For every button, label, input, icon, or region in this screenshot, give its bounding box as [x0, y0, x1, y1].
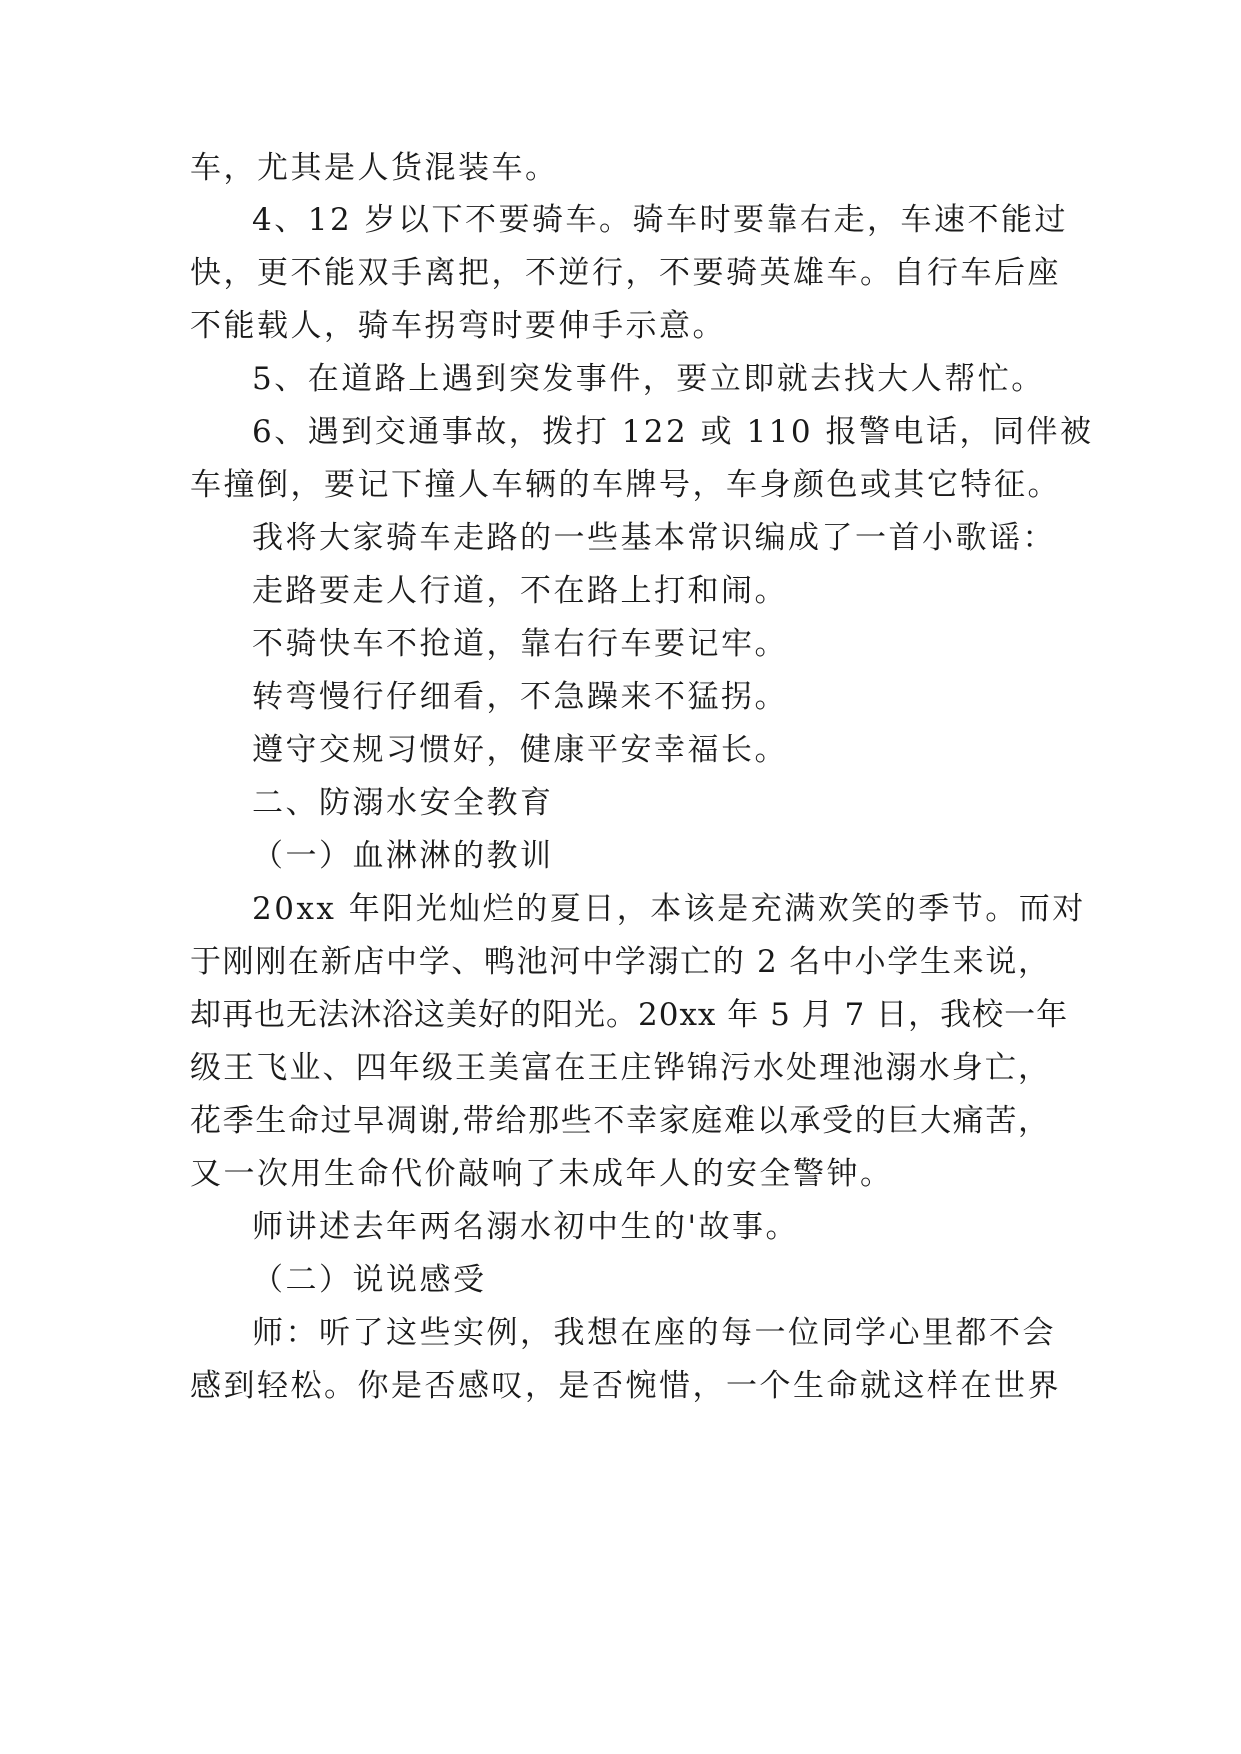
- paragraph-line: 感到轻松。你是否感叹，是否惋惜，一个生命就这样在世界: [190, 1368, 1061, 1404]
- subsection-heading: （二）说说感受: [252, 1262, 487, 1298]
- paragraph-line: 4、12 岁以下不要骑车。骑车时要靠右走，车速不能过: [252, 202, 1069, 238]
- paragraph-line: 快，更不能双手离把，不逆行，不要骑英雄车。自行车后座: [190, 255, 1061, 291]
- paragraph-line: 车撞倒，要记下撞人车辆的车牌号，车身颜色或其它特征。: [190, 467, 1061, 503]
- paragraph-line: 却再也无法沐浴这美好的阳光。20xx 年 5 月 7 日，我校一年: [190, 997, 1069, 1033]
- paragraph-line: 级王飞业、四年级王美富在王庄铧锦污水处理池溺水身亡，: [190, 1050, 1050, 1086]
- paragraph-line: 于刚刚在新店中学、鸭池河中学溺亡的 2 名中小学生来说，: [190, 944, 1050, 980]
- paragraph-line: 5、在道路上遇到突发事件，要立即就去找大人帮忙。: [252, 361, 1045, 397]
- paragraph-line: 我将大家骑车走路的一些基本常识编成了一首小歌谣：: [252, 520, 1056, 556]
- paragraph-line: 师：听了这些实例，我想在座的每一位同学心里都不会: [252, 1315, 1056, 1351]
- paragraph-line: 花季生命过早凋谢,带给那些不幸家庭难以承受的巨大痛苦，: [190, 1103, 1050, 1139]
- paragraph-line: 不能载人，骑车拐弯时要伸手示意。: [190, 308, 726, 344]
- song-line: 不骑快车不抢道，靠右行车要记牢。: [252, 626, 788, 662]
- paragraph-line: 20xx 年阳光灿烂的夏日，本该是充满欢笑的季节。而对: [252, 891, 1086, 927]
- paragraph-line: 车，尤其是人货混装车。: [190, 150, 559, 186]
- song-line: 遵守交规习惯好，健康平安幸福长。: [252, 732, 788, 768]
- song-line: 转弯慢行仔细看，不急躁来不猛拐。: [252, 679, 788, 715]
- section-heading: 二、防溺水安全教育: [252, 785, 554, 821]
- paragraph-line: 师讲述去年两名溺水初中生的'故事。: [252, 1209, 800, 1245]
- paragraph-line: 6、遇到交通事故，拨打 122 或 110 报警电话，同伴被: [252, 414, 1094, 450]
- paragraph-line: 又一次用生命代价敲响了未成年人的安全警钟。: [190, 1156, 894, 1192]
- song-line: 走路要走人行道，不在路上打和闹。: [252, 573, 788, 609]
- subsection-heading: （一）血淋淋的教训: [252, 838, 554, 874]
